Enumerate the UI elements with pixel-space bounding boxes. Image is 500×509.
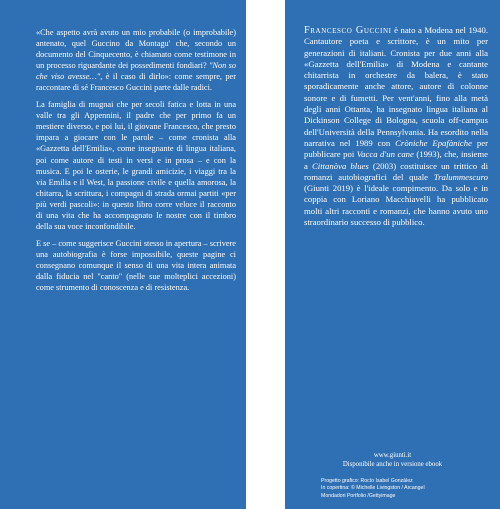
book-title: Vacca d'un cane xyxy=(356,149,414,160)
author-name: Francesco Guccini xyxy=(304,25,392,36)
author-biography: Francesco Guccini è nato a Modena nel 1940. Cantautore poeta e scrittore, è un mito per generazioni di italiani. Cronista per due anni alla «Gazzetta dell'Emilia» di Modena e cantante chitarrista in orchestre da balera, è stato sporadicamente anche attore, autore di colonne sonore e di fumetti. Per vent'anni, fino alla metà degli anni Ottanta, ha insegnato lingua italiana al Dickinson College di Bologna, scuola off-campus dell'Università della Pennsylvania. Ha esordito nella narrativa nel 1989 con Cròniche Epafàniche per pubblicare poi Vacca d'un cane (1993), che, insieme a Cittanòva blues (2003) costituisce un trittico di romanzi autobiografici del quale Tralummescuro (Giunti 2019) è l'ideale compimento. Da solo e in coppia con Loriano Macchiavelli ha pubblicato molti altri racconti e romanzi, che hanno avuto uno straordinario successo di pubblico. xyxy=(304,25,489,228)
front-flap-synopsis xyxy=(0,0,246,509)
quoted-phrase: "Non so che viso avesse…" xyxy=(36,61,236,82)
synopsis-paragraph-3: E se – come suggerisce Guccini stesso in apertura – scrivere una autobiografia è forse impossibile, queste pagine ci consegnano comunque il senso di una vita intera animata dalla fiducia nel "canto" (nelle sue molteplici accezioni) come strumento di conoscenza e di resistenza. xyxy=(36,238,236,293)
design-credit: Progetto grafico: Rocío Isabel González xyxy=(321,478,413,484)
credits xyxy=(321,478,425,500)
synopsis-paragraph-1: «Che aspetto avrà avuto un mio probabile (o improbabile) antenato, quel Guccino da Montagu' che, secondo un documento del Cinquecento, è chiamato come testimone in un processo riguardante dei possedimenti fondiari? "Non so che viso avesse…", è il caso di dirlo»: come sempre, per raccontare di sé Francesco Guccini parte dalle radici. xyxy=(36,28,237,93)
photo-credit: Mondadori Portfolio /Gettyimage xyxy=(321,492,396,499)
back-flap-author xyxy=(285,0,500,509)
cover-credit: In copertina: © Michelle Livingston / Arcangel xyxy=(321,485,425,492)
book-title: Cròniche Epafàniche xyxy=(395,137,472,148)
book-title: Cittanòva blues xyxy=(312,160,369,171)
publisher-website: www.giunti.it xyxy=(373,452,412,459)
book-title: Tralummescuro xyxy=(433,171,488,182)
ebook-note: Disponibile anche in versione ebook xyxy=(342,461,443,468)
synopsis-paragraph-2: La famiglia di mugnai che per secoli fatica e lotta in una valle tra gli Appennini, il padre che per primo fa un mestiere diverso, e poi lui, il giovane Francesco, che presto impara a giocare con le parole – come cronista alla «Gazzetta dell'Emilia», come insegnante di lingua italiana, poi come autore di testi in versi e in prosa – e con la musica. E poi le osterie, le grandi amicizie, i viaggi tra la via Emilia e il West, la passione civile e quella amorosa, la chitarra, la scrittura, i compagni di strada ormai partiti «per più verdi pascoli»: in questo libro corre veloce il racconto di una vita che ha accompagnato le nostre con il timbro della sua voce inconfondibile. xyxy=(36,100,236,231)
